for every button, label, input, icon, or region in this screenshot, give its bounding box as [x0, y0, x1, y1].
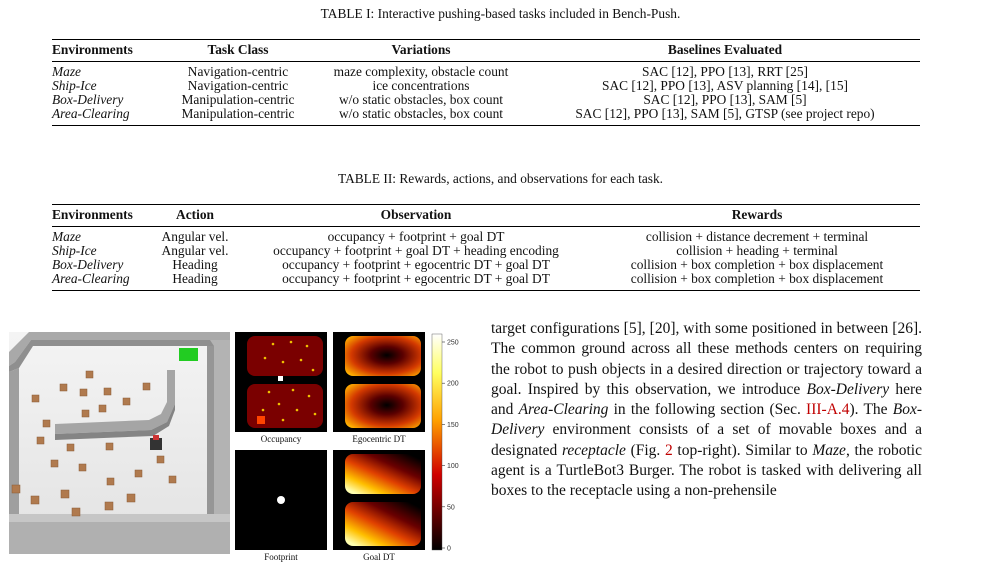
table-cell: occupancy + footprint + goal DT + heading encoding: [273, 243, 559, 258]
body-text: environment consists of a set of movable boxes and a designated: [491, 421, 922, 459]
table-cell: Manipulation-centric: [181, 92, 295, 107]
body-emphasis: receptacle: [561, 441, 626, 459]
table-cell: Area-Clearing: [52, 271, 130, 286]
body-text: (Fig.: [625, 441, 665, 459]
colorbar-tick-label: 100: [447, 463, 459, 471]
goal-dt-map: [333, 450, 425, 550]
table-cell: Angular vel.: [161, 229, 229, 244]
table-cell: collision + box completion + box displacement: [630, 271, 884, 286]
table2-caption: TABLE II: Rewards, actions, and observations for each task.: [337, 171, 664, 186]
receptacle: [257, 416, 265, 424]
table-cell: Maze: [52, 229, 82, 244]
bottom-wall: [9, 520, 230, 554]
table-cell: Navigation-centric: [187, 78, 289, 93]
colorbar-tick-label: 200: [447, 380, 459, 388]
table-cell: SAC [12], PPO [13], ASV planning [14], [15]: [602, 78, 848, 93]
table-cell: collision + distance decrement + terminal: [645, 229, 869, 244]
body-text: here and: [491, 380, 922, 419]
table-cell: SAC [12], PPO [13], SAM [5]: [643, 92, 807, 107]
body-paragraph: [491, 319, 922, 562]
table2: [52, 204, 920, 291]
footprint-map: [235, 450, 327, 550]
table1-header: Baselines Evaluated: [530, 40, 920, 62]
panel-label-egocentric-dt: Egocentric DT: [352, 434, 406, 444]
table-cell: SAC [12], PPO [13], RRT [25]: [642, 64, 808, 79]
body-text: ). The: [849, 401, 893, 419]
table-cell: Navigation-centric: [187, 64, 289, 79]
table-cell: occupancy + footprint + egocentric DT + goal DT: [282, 257, 550, 272]
footprint-dot: [277, 496, 285, 504]
panel-label-goal-dt: Goal DT: [363, 552, 395, 562]
table-cell: collision + heading + terminal: [676, 243, 838, 258]
table-cell: ice concentrations: [372, 78, 470, 93]
table1: [52, 39, 920, 126]
table-row: [52, 107, 920, 126]
occupancy-map: [235, 332, 327, 432]
section-ref-link[interactable]: III-A.4: [806, 401, 850, 419]
body-text: , the robotic agent is a TurtleBot3 Burger. The robot is tasked with delivering all boxes to the receptacle using a non-prehensile: [491, 441, 922, 500]
table-cell: SAC [12], PPO [13], SAM [5], GTSP (see project repo): [575, 106, 875, 121]
table1-header: Variations: [312, 40, 530, 62]
table-cell: Ship-Ice: [52, 243, 97, 258]
table-row: [52, 244, 920, 258]
table2-header: Environments: [52, 205, 152, 227]
colorbar-tick-label: 0: [447, 545, 451, 553]
goal-marker: [179, 348, 198, 361]
table-row: [52, 272, 920, 291]
table-cell: Manipulation-centric: [181, 106, 295, 121]
table-row: [52, 227, 920, 245]
table-cell: Angular vel.: [161, 243, 229, 258]
table-cell: maze complexity, obstacle count: [333, 64, 509, 79]
table-cell: collision + box completion + box displacement: [630, 257, 884, 272]
table-row: [52, 79, 920, 93]
table-cell: Box-Delivery: [52, 92, 124, 107]
bottom-wall-top: [9, 514, 230, 522]
table1-header: Environments: [52, 40, 164, 62]
table2-header: Rewards: [594, 205, 920, 227]
body-text: target configurations [5], [20], with some positioned in between [26]. The common ground across all these methods centers on requiring the robot to push objects in a desired direction or trajectory toward a goal. Inspired by this observation, we introduce: [491, 320, 922, 398]
table-cell: occupancy + footprint + goal DT: [327, 229, 505, 244]
body-emphasis: Box-Delivery: [491, 401, 922, 439]
table-cell: Area-Clearing: [52, 106, 130, 121]
table-cell: Maze: [52, 64, 82, 79]
colorbar: [430, 328, 470, 556]
table-row: [52, 258, 920, 272]
table2-header-row: [52, 205, 920, 227]
table-cell: Ship-Ice: [52, 78, 97, 93]
body-emphasis: Maze: [812, 441, 846, 459]
table1-header-row: [52, 40, 920, 62]
egocentric-dt-map: [333, 332, 425, 432]
table-cell: w/o static obstacles, box count: [338, 106, 503, 121]
body-emphasis: Area-Clearing: [518, 401, 609, 419]
scene-render: [9, 332, 230, 554]
table-row: [52, 93, 920, 107]
table2-header: Action: [152, 205, 238, 227]
table1-caption: TABLE I: Interactive pushing-based tasks included in Bench-Push.: [320, 6, 681, 21]
table-row: [52, 62, 920, 80]
robot-top: [153, 435, 159, 440]
table2-header: Observation: [238, 205, 594, 227]
table-cell: w/o static obstacles, box count: [338, 92, 503, 107]
body-text: top-right). Similar to: [672, 441, 813, 459]
table-cell: Box-Delivery: [52, 257, 124, 272]
robot-footprint: [278, 376, 283, 381]
body-emphasis: Box-Delivery: [806, 380, 890, 398]
table-cell: Heading: [172, 271, 218, 286]
colorbar-tick-label: 250: [447, 339, 459, 347]
free-space-top: [247, 336, 323, 376]
table-cell: Heading: [172, 257, 218, 272]
colorbar-ticks: [442, 340, 459, 553]
panel-label-occupancy: Occupancy: [260, 434, 302, 444]
colorbar-tick-label: 50: [447, 504, 455, 512]
table1-header: Task Class: [164, 40, 312, 62]
figure-ref-link[interactable]: 2: [664, 441, 673, 459]
figure: [0, 322, 470, 562]
panel-label-footprint: Footprint: [264, 552, 298, 562]
table-cell: occupancy + footprint + egocentric DT + goal DT: [282, 271, 550, 286]
body-text: in the following section (Sec.: [608, 401, 807, 419]
colorbar-tick-label: 150: [447, 421, 459, 429]
